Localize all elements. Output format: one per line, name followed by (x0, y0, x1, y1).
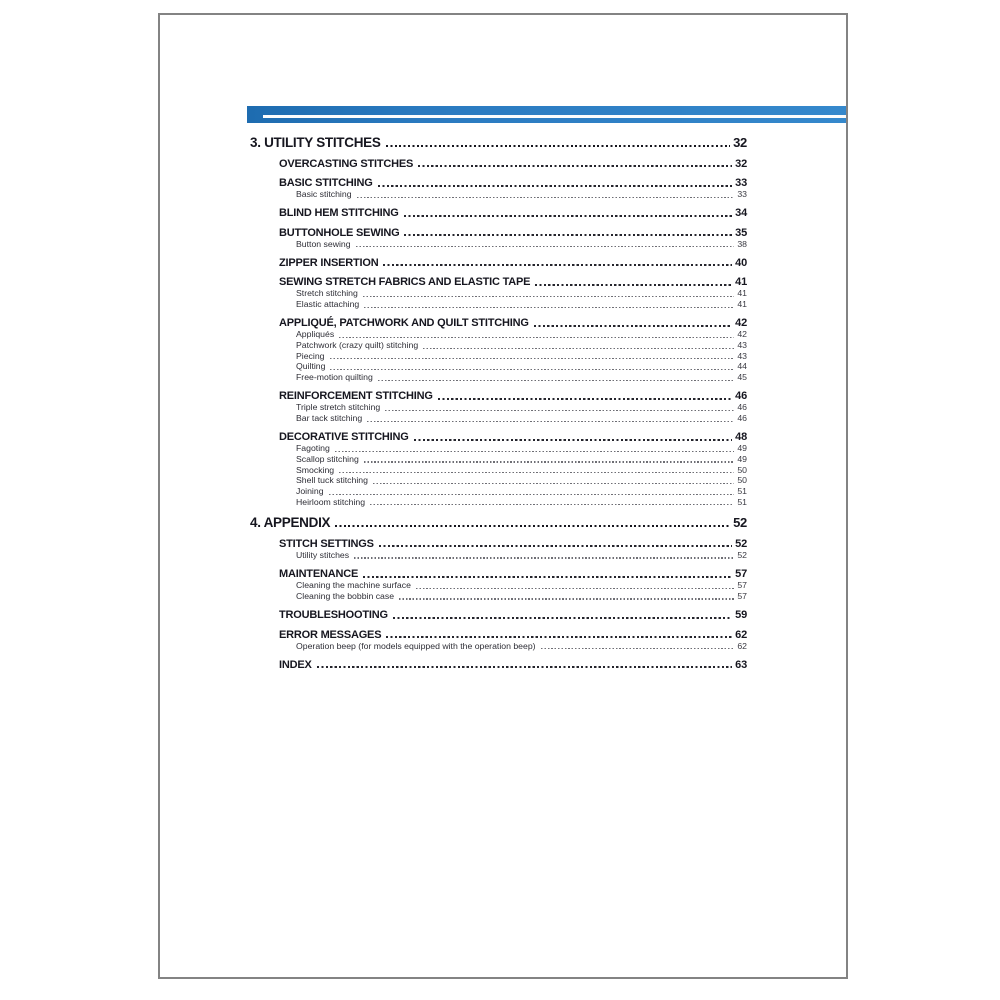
page-number: 63 (735, 658, 747, 671)
page-number: 57 (737, 590, 747, 601)
toc-entry-label: Triple stretch stitching (296, 402, 381, 413)
toc-row (250, 465, 747, 476)
toc-entry-label: TROUBLESHOOTING (279, 609, 388, 622)
toc-entry-label: Piecing (296, 350, 325, 361)
page-number: 57 (735, 568, 747, 581)
page-number: 50 (737, 464, 747, 475)
leader-dots (404, 234, 732, 236)
page-number: 42 (735, 317, 747, 330)
page-number: 62 (737, 640, 747, 651)
page-number: 52 (735, 537, 747, 550)
toc-row (250, 550, 747, 561)
leader-dots (373, 483, 734, 484)
leader-dots (535, 284, 732, 286)
toc-row (250, 413, 747, 424)
toc-row (250, 372, 747, 383)
toc-row (250, 158, 747, 170)
toc-row (250, 475, 747, 486)
toc-row (250, 629, 747, 641)
toc-row (250, 177, 747, 189)
toc-entry-label: Free-motion quilting (296, 372, 373, 383)
leader-dots (370, 504, 734, 505)
toc-row (250, 299, 747, 310)
leader-dots (363, 576, 732, 578)
page-number: 40 (735, 256, 747, 269)
page-number: 52 (737, 549, 747, 560)
toc-row (250, 516, 747, 530)
leader-dots (438, 398, 732, 400)
toc-row (250, 443, 747, 454)
leader-dots (404, 215, 733, 217)
toc-row (250, 276, 747, 288)
toc-row (250, 189, 747, 200)
page-number: 33 (737, 189, 747, 199)
toc-entry-label: Joining (296, 486, 324, 497)
page-number: 48 (735, 431, 747, 444)
leader-dots (414, 439, 733, 441)
leader-dots (423, 348, 734, 349)
toc-entry-label: Basic stitching (296, 189, 352, 199)
toc-entry-label: SEWING STRETCH FABRICS AND ELASTIC TAPE (279, 276, 531, 289)
leader-dots (317, 666, 733, 668)
page-number: 46 (737, 413, 747, 424)
leader-dots (329, 494, 735, 495)
toc-row (250, 591, 747, 602)
toc-entry-label: ZIPPER INSERTION (279, 256, 379, 269)
page-number: 50 (737, 475, 747, 486)
toc-entry-label: Smocking (296, 464, 335, 475)
leader-dots (383, 264, 732, 266)
toc-row (250, 454, 747, 465)
toc-row (250, 641, 747, 652)
leader-dots (363, 296, 735, 297)
toc-entry-label: DECORATIVE STITCHING (279, 431, 409, 444)
page-number: 41 (737, 288, 747, 299)
toc-row (250, 402, 747, 413)
toc-entry-label: Shell tuck stitching (296, 475, 368, 486)
toc-entry-label: REINFORCEMENT STITCHING (279, 390, 433, 403)
toc-row (250, 538, 747, 550)
toc-row (250, 431, 747, 443)
table-of-contents (250, 136, 747, 671)
page-number: 57 (737, 580, 747, 591)
toc-entry-label: ERROR MESSAGES (279, 628, 382, 641)
page-number: 41 (735, 276, 747, 289)
page-number: 38 (737, 238, 747, 249)
page-number: 59 (735, 609, 747, 622)
page-number: 43 (737, 350, 747, 361)
toc-row (250, 390, 747, 402)
toc-row (250, 239, 747, 250)
page-number: 52 (733, 515, 747, 531)
leader-dots (379, 545, 732, 547)
page-number: 51 (737, 486, 747, 497)
toc-row (250, 227, 747, 239)
toc-entry-label: Heirloom stitching (296, 496, 366, 507)
toc-entry-label: 3. UTILITY STITCHES (250, 135, 381, 150)
toc-row (250, 340, 747, 351)
header-bar-stripe (263, 115, 846, 118)
page-number: 35 (735, 226, 747, 239)
toc-entry-label: INDEX (279, 658, 312, 671)
toc-entry-label: APPLIQUÉ, PATCHWORK AND QUILT STITCHING (279, 317, 529, 330)
toc-entry-label: BUTTONHOLE SEWING (279, 226, 400, 239)
page-number: 33 (735, 177, 747, 189)
toc-row (250, 568, 747, 580)
leader-dots (399, 598, 734, 599)
toc-row (250, 136, 747, 150)
page-number: 46 (737, 402, 747, 413)
leader-dots (357, 197, 735, 198)
toc-entry-label: Fagoting (296, 443, 330, 454)
page-number: 41 (737, 299, 747, 310)
page-number: 62 (735, 628, 747, 641)
toc-entry-label: BLIND HEM STITCHING (279, 207, 399, 220)
toc-entry-label: Appliqués (296, 329, 335, 340)
page-number: 49 (737, 453, 747, 464)
toc-entry-label: Patchwork (crazy quilt) stitching (296, 340, 419, 351)
page-number: 49 (737, 443, 747, 454)
toc-row (250, 207, 747, 219)
page-number: 32 (733, 135, 747, 150)
leader-dots (339, 337, 734, 338)
leader-dots (354, 557, 734, 558)
toc-entry-label: Elastic attaching (296, 299, 360, 310)
leader-dots (541, 648, 735, 649)
toc-row (250, 580, 747, 591)
toc-entry-label: Cleaning the machine surface (296, 580, 411, 591)
toc-row (250, 659, 747, 671)
toc-row (250, 329, 747, 340)
toc-entry-label: Operation beep (for models equipped with the operation beep) (296, 640, 536, 651)
toc-row (250, 351, 747, 362)
leader-dots (364, 461, 735, 462)
leader-dots (385, 410, 734, 411)
page-number: 45 (737, 372, 747, 383)
toc-entry-label: Bar tack stitching (296, 413, 363, 424)
toc-row (250, 497, 747, 508)
toc-entry-label: Scallop stitching (296, 453, 359, 464)
toc-entry-label: Utility stitches (296, 549, 350, 560)
leader-dots (534, 325, 732, 327)
page-number: 34 (735, 207, 747, 220)
leader-dots (386, 145, 731, 148)
leader-dots (364, 307, 734, 308)
page-number: 44 (737, 361, 747, 372)
document-page (158, 13, 848, 979)
leader-dots (335, 451, 735, 452)
toc-entry-label: 4. APPENDIX (250, 515, 331, 531)
toc-row (250, 317, 747, 329)
leader-dots (418, 165, 732, 167)
toc-entry-label: Quilting (296, 361, 326, 372)
leader-dots (378, 380, 735, 381)
leader-dots (393, 617, 732, 619)
toc-row (250, 257, 747, 269)
page-number: 51 (737, 496, 747, 507)
leader-dots (330, 369, 734, 370)
toc-row (250, 288, 747, 299)
leader-dots (356, 246, 735, 247)
leader-dots (416, 588, 734, 589)
page-number: 42 (737, 329, 747, 340)
leader-dots (378, 185, 733, 187)
page-number: 32 (735, 157, 747, 170)
toc-entry-label: Button sewing (296, 238, 351, 249)
leader-dots (386, 636, 732, 638)
toc-entry-label: BASIC STITCHING (279, 177, 373, 189)
toc-row (250, 486, 747, 497)
toc-entry-label: OVERCASTING STITCHES (279, 157, 414, 170)
toc-entry-label: MAINTENANCE (279, 568, 359, 581)
leader-dots (367, 421, 734, 422)
toc-entry-label: Cleaning the bobbin case (296, 590, 395, 601)
page-number: 46 (735, 390, 747, 403)
leader-dots (335, 525, 730, 528)
page-number: 43 (737, 340, 747, 351)
chapter-header-bar (247, 106, 846, 123)
toc-row (250, 609, 747, 621)
leader-dots (330, 358, 735, 359)
leader-dots (339, 472, 734, 473)
toc-row (250, 361, 747, 372)
toc-entry-label: STITCH SETTINGS (279, 537, 374, 550)
toc-entry-label: Stretch stitching (296, 288, 358, 299)
